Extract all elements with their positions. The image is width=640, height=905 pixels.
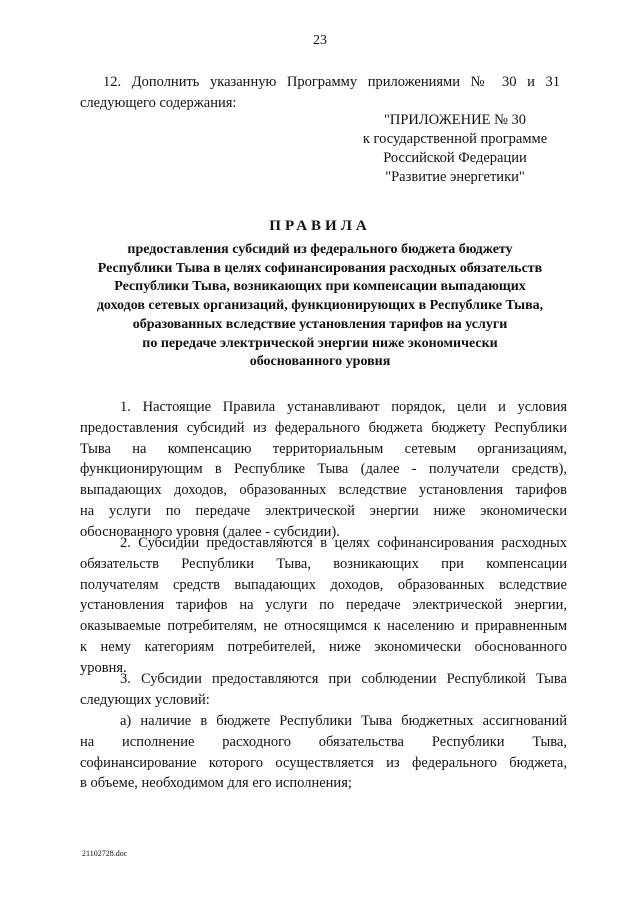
amendment-intro-continuation: следующего содержания: <box>80 95 237 111</box>
paragraph-line: Тыва на компенсацию территориальным сетевым организациям, <box>80 440 567 457</box>
paragraph-line: установления тарифов на услуги по передаче электрической энергии, <box>80 597 567 614</box>
subtitle-line: образованных вследствие установления тарифов на услуги <box>132 316 508 332</box>
paragraph-line: в объеме, необходимом для его исполнения; <box>80 775 352 792</box>
annex-country: Российской Федерации <box>383 150 527 166</box>
document-subtitle <box>80 241 560 372</box>
paragraph-line: а) наличие в бюджете Республики Тыва бюджетных ассигнований <box>120 713 567 729</box>
subtitle-line: Республики Тыва в целях софинансирования расходных обязательств <box>97 260 543 276</box>
subtitle-line: по передаче электрической энергии ниже экономически <box>142 335 498 351</box>
paragraph-line: получателям средств выпадающих доходов, образованных вследствие <box>80 576 567 593</box>
subtitle-line: предоставления субсидий из федерального бюджета бюджету <box>127 242 513 257</box>
paragraph-3 <box>80 669 567 711</box>
paragraph-line: предоставления субсидий из федерального бюджета бюджету Республики <box>80 419 567 436</box>
annex-reference: к государственной программе <box>362 131 548 147</box>
annex-header <box>340 111 570 187</box>
page-number: 23 <box>313 33 327 48</box>
amendment-intro-line: 12. Дополнить указанную Программу приложениями № 30 и 31 <box>103 74 560 90</box>
paragraph-line: 1. Настоящие Правила устанавливают порядок, цели и условия <box>120 399 567 415</box>
annex-program-name: "Развитие энергетики" <box>385 169 525 185</box>
subtitle-line: Республики Тыва, возникающих при компенсации выпадающих <box>114 279 526 295</box>
document-title: ПРАВИЛА <box>269 218 371 234</box>
paragraph-line: на услуги по передаче электрической энергии ниже экономически <box>80 502 567 519</box>
paragraph-line: к нему категориям потребителей, ниже экономически обоснованного <box>80 638 567 655</box>
paragraph-1 <box>80 397 567 543</box>
paragraph-line: выпадающих доходов, образованных вследствие установления тарифов <box>80 482 567 499</box>
paragraph-line: оказываемые потребителям, не относящимся к населению и приравненным <box>80 618 567 635</box>
paragraph-line: следующих условий: <box>80 691 210 708</box>
paragraph-line: уровня. <box>80 659 127 676</box>
annex-number: "ПРИЛОЖЕНИЕ № 30 <box>383 112 527 128</box>
subparagraph-a <box>80 711 567 794</box>
paragraph-line: 3. Субсидии предоставляются при соблюдении Республикой Тыва <box>120 671 567 687</box>
paragraph-line: обязательств Республики Тыва, возникающих при компенсации <box>80 555 567 572</box>
paragraph-line: 2. Субсидии предоставляются в целях софинансирования расходных <box>120 535 567 551</box>
paragraph-line: на исполнение расходного обязательства Республики Тыва, <box>80 733 567 750</box>
file-name-footer: 21102728.doc <box>82 849 128 858</box>
paragraph-line: софинансирование которого осуществляется из федерального бюджета, <box>80 754 567 771</box>
paragraph-line: обоснованного уровня (далее - субсидии). <box>80 523 340 540</box>
paragraph-line: функционирующим в Республике Тыва (далее - получатели средств), <box>80 461 567 478</box>
subtitle-line: доходов сетевых организаций, функционирующих в Республике Тыва, <box>96 298 544 314</box>
paragraph-2 <box>80 533 567 679</box>
subtitle-line: обоснованного уровня <box>249 354 391 370</box>
